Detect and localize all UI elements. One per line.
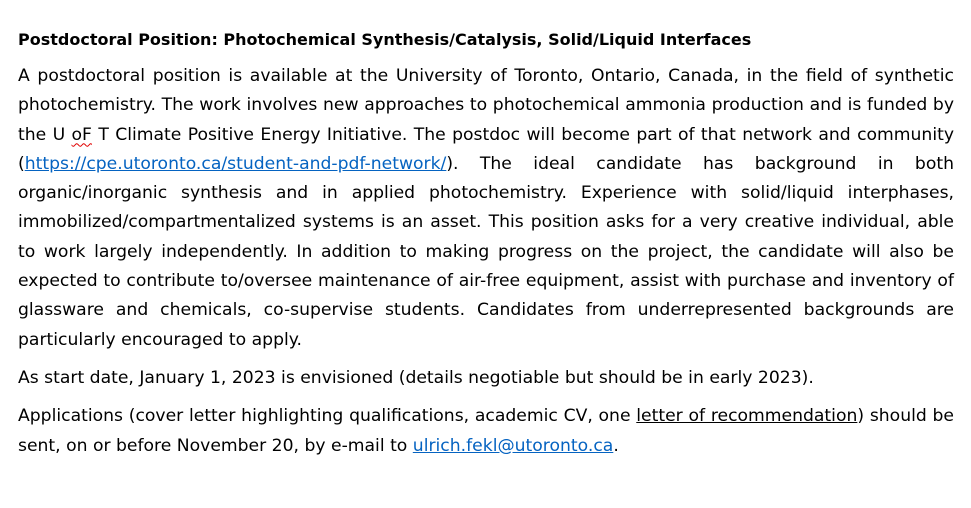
misspelled-word: oF xyxy=(71,124,92,145)
paragraph-start-date: As start date, January 1, 2023 is envisioned (details negotiable but should be in early 2023). xyxy=(18,367,814,388)
paragraph1-text-b: T Climate Positive Energy Initiative. The postdoc will become part of that network and community ( xyxy=(18,124,955,174)
document-body xyxy=(18,28,954,470)
recommendation-underlined: letter of recommendation xyxy=(636,406,858,427)
paragraph3-text-a: Applications (cover letter highlighting qualifications, academic CV, one xyxy=(18,406,637,427)
paragraph1-text-c: ). The ideal candidate has background in both organic/inorganic synthesis and in applied photochemistry. Experience with solid/liquid interphases, immobilized/compartmentalized systems is an asset. This position asks for a very creative individual, able to work largely independently. In addition to making progress on the project, the candidate will also be expected to contribute to/oversee maintenance of air-free equipment, assist with purchase and inventory of glassware and chemicals, co-supervise students. Candidates from underrepresented backgrounds are particularly encouraged to apply. xyxy=(18,153,954,350)
paragraph3-text-b: ) should be sent, on or before November 20, by e-mail to xyxy=(18,406,955,456)
email-link[interactable]: ulrich.fekl@utoronto.ca xyxy=(412,435,614,456)
paragraph-description xyxy=(18,62,954,355)
document-title: Postdoctoral Position: Photochemical Synthesis/Catalysis, Solid/Liquid Interfaces xyxy=(18,30,752,49)
paragraph3-text-c: . xyxy=(613,435,619,456)
network-link[interactable]: https://cpe.utoronto.ca/student-and-pdf-network/ xyxy=(24,153,447,174)
paragraph-applications xyxy=(18,402,954,461)
paragraph1-text-a: A postdoctoral position is available at the University of Toronto, Ontario, Canada, in the field of synthetic photochemistry. The work involves new approaches to photochemical ammonia production and is funded by the U xyxy=(18,66,954,145)
